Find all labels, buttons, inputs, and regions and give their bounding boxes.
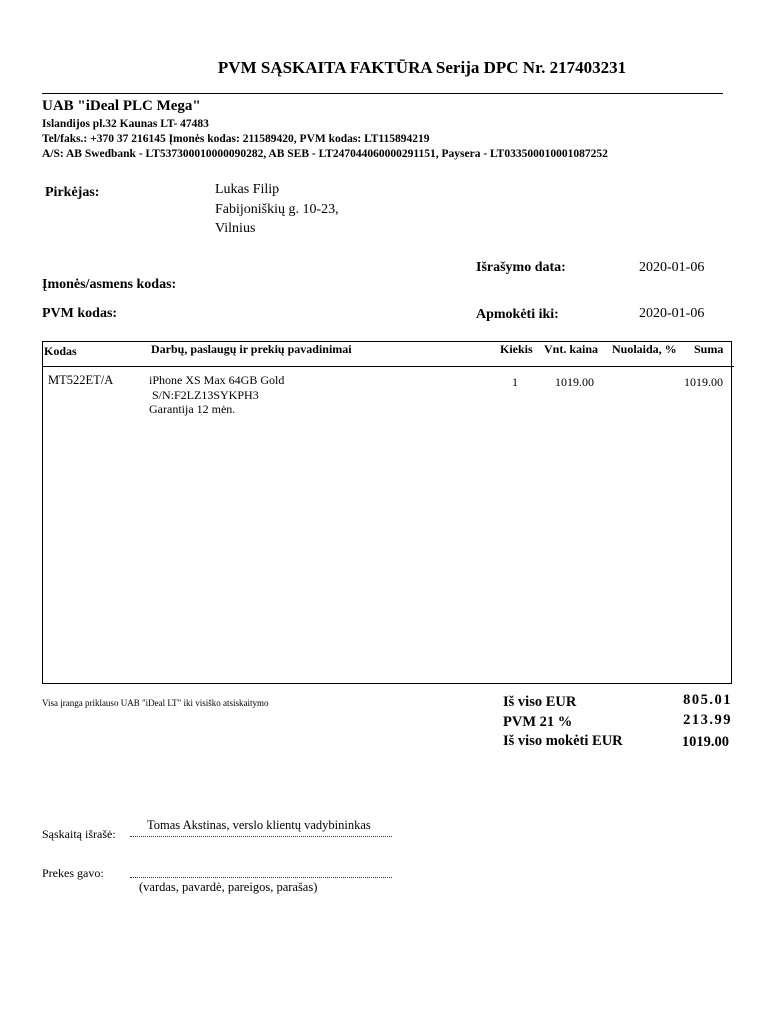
col-header-sum: Suma [694,342,724,356]
vat-code-label: PVM kodas: [42,306,118,321]
buyer-street: Fabijoniškių g. 10-23, [215,202,339,217]
received-by-label: Prekes gavo: [42,866,104,880]
company-code-label: Įmonės/asmens kodas: [42,277,177,292]
due-date-label: Apmokėti iki: [476,307,559,322]
col-header-qty: Kiekis [500,342,533,356]
issue-date-label: Išrašymo data: [476,260,566,275]
row-qty: 1 [512,375,518,389]
title-divider [42,93,723,94]
seller-name: UAB "iDeal PLC Mega" [42,98,201,114]
due-date-value: 2020-01-06 [639,306,705,321]
total-label: Iš viso mokėti EUR [503,733,623,749]
subtotal-label: Iš viso EUR [503,694,577,710]
items-table [42,341,732,684]
buyer-city: Vilnius [215,221,256,236]
issued-by-label: Sąskaitą išrašė: [42,827,116,841]
col-header-discount: Nuolaida, % [612,342,677,356]
col-header-unit-price: Vnt. kaina [544,342,599,356]
row-name-line2: S/N:F2LZ13SYKPH3 [152,388,259,402]
table-header-divider [42,366,734,367]
subtotal-value: 805.01 [683,692,732,708]
received-by-hint: (vardas, pavardė, pareigos, parašas) [139,880,318,894]
received-by-signature-line [130,877,392,878]
issued-by-signature-line [130,836,392,837]
col-header-name: Darbų, paslaugų ir prekių pavadinimai [151,342,352,356]
seller-contacts: Tel/faks.: +370 37 216145 Įmonės kodas: 211589420, PVM kodas: LT115894219 [42,133,430,145]
row-name-line3: Garantija 12 mėn. [149,402,236,416]
invoice-title: PVM SĄSKAITA FAKTŪRA Serija DPC Nr. 217403231 [217,58,627,77]
issued-by-name: Tomas Akstinas, verslo klientų vadybininkas [147,818,371,832]
row-unit-price: 1019.00 [555,375,594,389]
issue-date-value: 2020-01-06 [639,260,705,275]
row-name-line1: iPhone XS Max 64GB Gold [149,373,285,387]
seller-bank-accounts: A/S: AB Swedbank - LT537300010000090282, AB SEB - LT247044060000291151, Paysera - LT033500010001087252 [42,148,608,160]
row-sum: 1019.00 [684,375,723,389]
col-header-code: Kodas [44,344,77,358]
vat-label: PVM 21 % [503,714,573,730]
seller-address: Islandijos pl.32 Kaunas LT- 47483 [42,118,209,130]
buyer-label: Pirkėjas: [45,185,100,200]
total-value: 1019.00 [681,734,729,750]
row-code: MT522ET/A [48,373,114,387]
buyer-name: Lukas Filip [215,182,280,197]
ownership-note: Visa įranga priklauso UAB "iDeal LT" iki visiško atsiskaitymo [42,698,269,708]
vat-value: 213.99 [683,712,732,728]
